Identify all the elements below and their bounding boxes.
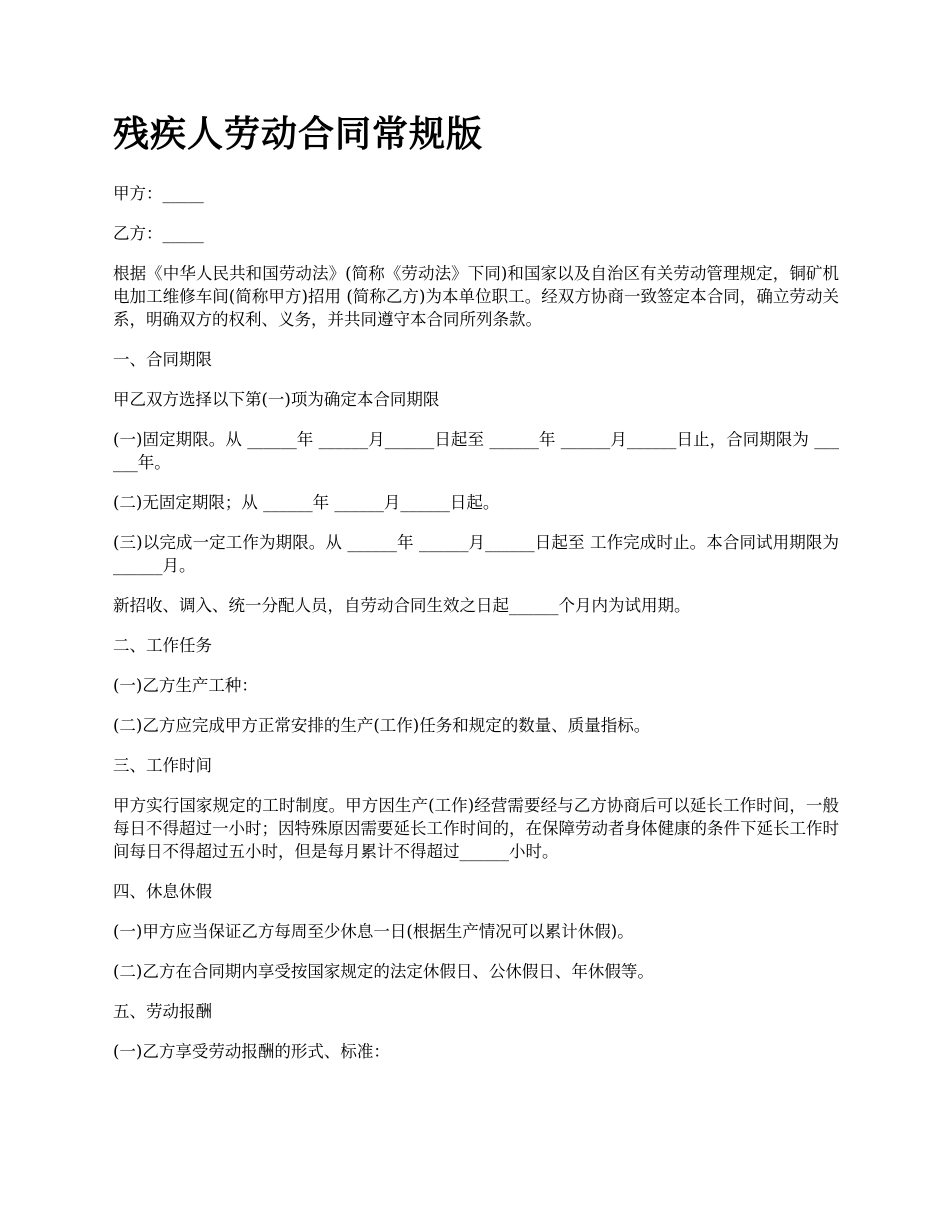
- section-heading-work-tasks: 二、工作任务: [113, 636, 212, 655]
- holiday-leave-paragraph: (二)乙方在合同期内享受按国家规定的法定休假日、公休假日、年休假等。: [113, 962, 654, 981]
- preamble-paragraph: 根据《中华人民共和国劳动法》(简称《劳动法》下同)和国家以及自治区有关劳动管理规定，铜矿机电加工维修车间(简称甲方)招用 (简称乙方)为本单位职工。经双方协商一致签定本合同，确立劳动关系，明确双方的权利、义务，并共同遵守本合同所列条款。: [113, 264, 839, 329]
- section-heading-rest-leave: 四、休息休假: [113, 882, 212, 901]
- party-a-line: 甲方：_____: [113, 184, 204, 203]
- document-title: 残疾人劳动合同常规版: [113, 114, 484, 155]
- work-type-paragraph: (一)乙方生产工种：: [113, 676, 258, 695]
- weekly-rest-paragraph: (一)甲方应当保证乙方每周至少休息一日(根据生产情况可以累计休假)。: [113, 922, 634, 941]
- section-heading-work-hours: 三、工作时间: [113, 756, 212, 775]
- section-heading-remuneration: 五、劳动报酬: [113, 1002, 212, 1021]
- task-term-paragraph: (三)以完成一定工作为期限。从 ______年 ______月______日起至 工作完成时止。本合同试用期限为 ______月。: [113, 533, 839, 575]
- work-quota-paragraph: (二)乙方应完成甲方正常安排的生产(工作)任务和规定的数量、质量指标。: [113, 716, 651, 735]
- fixed-term-paragraph: (一)固定期限。从 ______年 ______月______日起至 ______年 ______月______日止，合同期限为 ______年。: [113, 430, 839, 472]
- term-selection-paragraph: 甲乙双方选择以下第(一)项为确定本合同期限: [113, 390, 440, 409]
- party-b-line: 乙方：_____: [113, 224, 204, 243]
- document-page: [113, 110, 839, 1080]
- open-term-paragraph: (二)无固定期限；从 ______年 ______月______日起。: [113, 493, 500, 512]
- probation-paragraph: 新招收、调入、统一分配人员，自劳动合同生效之日起______个月内为试用期。: [113, 596, 691, 615]
- section-heading-contract-term: 一、合同期限: [113, 350, 212, 369]
- work-hours-paragraph: 甲方实行国家规定的工时制度。甲方因生产(工作)经营需要经与乙方协商后可以延长工作时间，一般每日不得超过一小时；因特殊原因需要延长工作时间的，在保障劳动者身体健康的条件下延长工作时间每日不得超过五小时，但是每月累计不得超过______小时。: [113, 796, 839, 861]
- remuneration-form-paragraph: (一)乙方享受劳动报酬的形式、标准：: [113, 1042, 390, 1061]
